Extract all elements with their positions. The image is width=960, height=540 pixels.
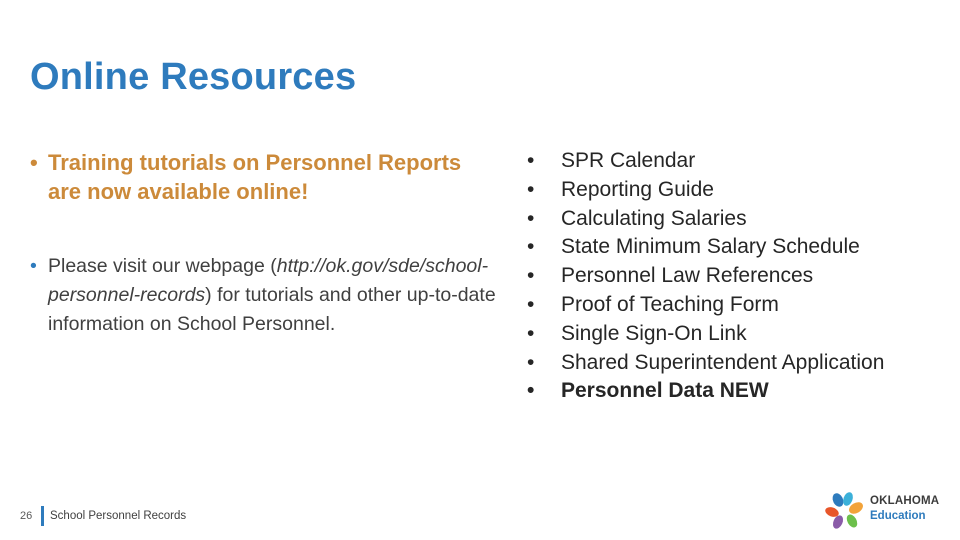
- resource-label: Personnel Law References: [561, 264, 814, 288]
- resource-reporting-guide[interactable]: [527, 176, 947, 205]
- resource-state-minimum-salary-schedule[interactable]: [527, 233, 947, 262]
- resource-label: Personnel Data NEW: [561, 379, 769, 403]
- webpage-link[interactable]: http://ok.gov/sde/school-personnel-records: [48, 255, 489, 306]
- resource-proof-of-teaching-form[interactable]: [527, 291, 947, 320]
- slide-footer: [20, 506, 186, 526]
- footer-divider: [41, 506, 44, 526]
- logo-center: [841, 508, 848, 515]
- training-highlight-text: Training tutorials on Personnel Reports are now available online!: [48, 150, 462, 204]
- resource-label: Proof of Teaching Form: [561, 292, 779, 316]
- bullet-dot: •: [527, 379, 535, 403]
- resource-spr-calendar[interactable]: [527, 147, 947, 176]
- resource-label: Shared Superintendent Application: [561, 350, 885, 374]
- resource-personnel-data[interactable]: [527, 377, 947, 406]
- petal-green: [845, 513, 860, 530]
- info-suffix: ) for tutorials and other up-to-date information on School Personnel.: [48, 284, 496, 335]
- resource-label: Calculating Salaries: [561, 206, 747, 230]
- info-prefix: Please visit our webpage (: [48, 255, 277, 277]
- resource-personnel-law-references[interactable]: [527, 262, 947, 291]
- bullet-dot: •: [30, 150, 38, 175]
- oklahoma-education-flower-icon: [824, 490, 868, 532]
- bullet-dot: •: [527, 321, 535, 345]
- footer-text: School Personnel Records: [50, 510, 187, 522]
- resource-label: State Minimum Salary Schedule: [561, 235, 860, 259]
- slide-title: Online Resources: [30, 56, 357, 98]
- bullet-dot: •: [527, 177, 535, 201]
- resource-list: [527, 147, 947, 406]
- bullet-dot: •: [527, 149, 535, 172]
- resource-label: Reporting Guide: [561, 177, 714, 201]
- left-column: [30, 148, 500, 339]
- webpage-info-bullet: [30, 252, 500, 339]
- resource-calculating-salaries[interactable]: [527, 205, 947, 234]
- bullet-dot: •: [527, 350, 535, 374]
- bullet-dot: •: [527, 235, 535, 259]
- bullet-dot: •: [527, 206, 535, 230]
- bullet-dot: •: [527, 292, 535, 316]
- logo-petals: [824, 491, 865, 530]
- resource-shared-superintendent-application[interactable]: [527, 349, 947, 378]
- bullet-dot: •: [527, 264, 535, 288]
- resource-label: Single Sign-On Link: [561, 321, 747, 345]
- logo-line-2: Education: [870, 510, 926, 522]
- resource-label: SPR Calendar: [561, 149, 696, 172]
- oklahoma-education-logo: [824, 490, 944, 532]
- page-number: 26: [20, 510, 33, 522]
- training-highlight-bullet: [30, 148, 500, 206]
- resource-single-sign-on-link[interactable]: [527, 320, 947, 349]
- bullet-dot: •: [30, 255, 37, 277]
- logo-line-1: OKLAHOMA: [870, 495, 940, 507]
